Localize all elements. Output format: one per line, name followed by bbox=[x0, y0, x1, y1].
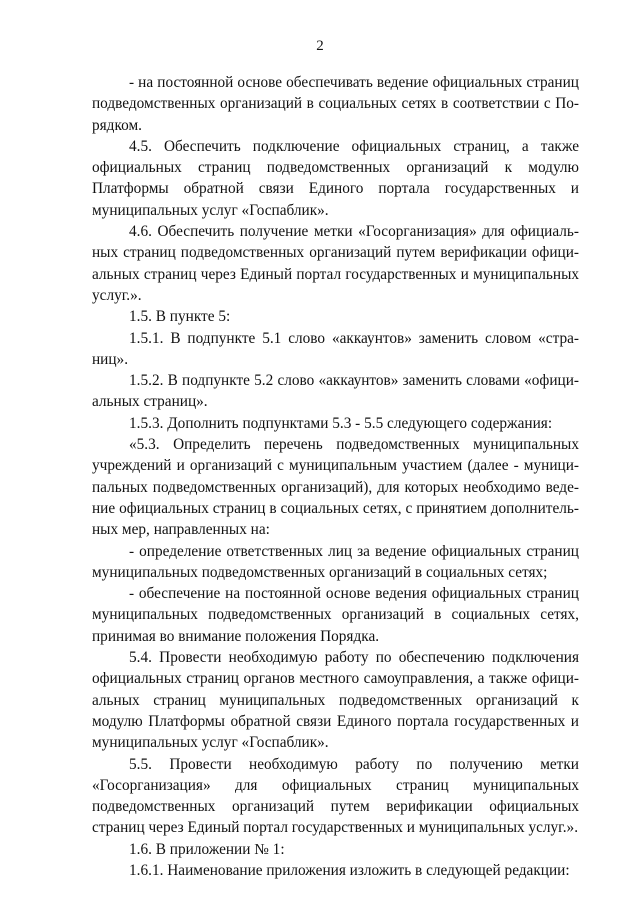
paragraph-1-5: 1.5. В пункте 5: bbox=[129, 308, 231, 326]
page-number: 2 bbox=[316, 38, 324, 54]
paragraph-5-3: «5.3. Определить перечень подведомственных муниципальных учреждений и организаций с муниципальным участием (далее - муниципальных подведомственных организаций), для которых необходимо ведение официальных страниц в социальных сетях, с принятием дополнительных мер, направленных на: bbox=[92, 436, 579, 539]
paragraph-1-6: 1.6. В приложении № 1: bbox=[129, 840, 285, 858]
paragraph-5-4: 5.4. Провести необходимую работу по обеспечению подключения официальных страниц органов местного самоуправления, а также официальных страниц муниципальных подведомственных организаций к модулю Платформы обратной связи Единого портала государственных и муниципальных услуг «Госпаблик». bbox=[92, 649, 579, 752]
paragraph-5-5: 5.5. Провести необходимую работу по получению метки «Госорганизация» для официальных страниц муниципальных подведомственных организаций путем верификации официальных страниц через Единый портал государственных и муниципальных услуг.». bbox=[92, 755, 579, 837]
paragraph-5-3-item-2: - обеспечение на постоянной основе ведения официальных страниц муниципальных подведомственных организаций в социальных сетях, принимая во внимание положения Порядка. bbox=[92, 585, 579, 645]
paragraph-5-3-item-1: - определение ответственных лиц за ведение официальных страниц муниципальных подведомственных организаций в социальных сетях; bbox=[92, 542, 579, 581]
paragraph-4-4-continuation: - на постоянной основе обеспечивать ведение официальных страниц подведомственных организаций в социальных сетях в соответствии с Порядком. bbox=[92, 74, 579, 134]
paragraph-1-5-1: 1.5.1. В подпункте 5.1 слово «аккаунтов» заменить словом «страниц». bbox=[92, 329, 579, 368]
document-body bbox=[92, 72, 579, 881]
paragraph-4-5: 4.5. Обеспечить подключение официальных страниц, а также официальных страниц подведомственных организаций к модулю Платформы обратной связи Единого портала государственных и муниципальных услуг «Госпаблик». bbox=[92, 137, 579, 219]
paragraph-4-6: 4.6. Обеспечить получение метки «Госорганизация» для официальных страниц подведомственных организаций путем верификации официальных страниц через Единый портал государственных и муниципальных услуг.». bbox=[92, 223, 579, 304]
paragraph-1-6-1: 1.6.1. Наименование приложения изложить в следующей редакции: bbox=[129, 861, 570, 879]
paragraph-1-5-3: 1.5.3. Дополнить подпунктами 5.3 - 5.5 следующего содержания: bbox=[129, 414, 553, 432]
paragraph-1-5-2: 1.5.2. В подпункте 5.2 слово «аккаунтов» заменить словами «официальных страниц». bbox=[92, 372, 579, 411]
